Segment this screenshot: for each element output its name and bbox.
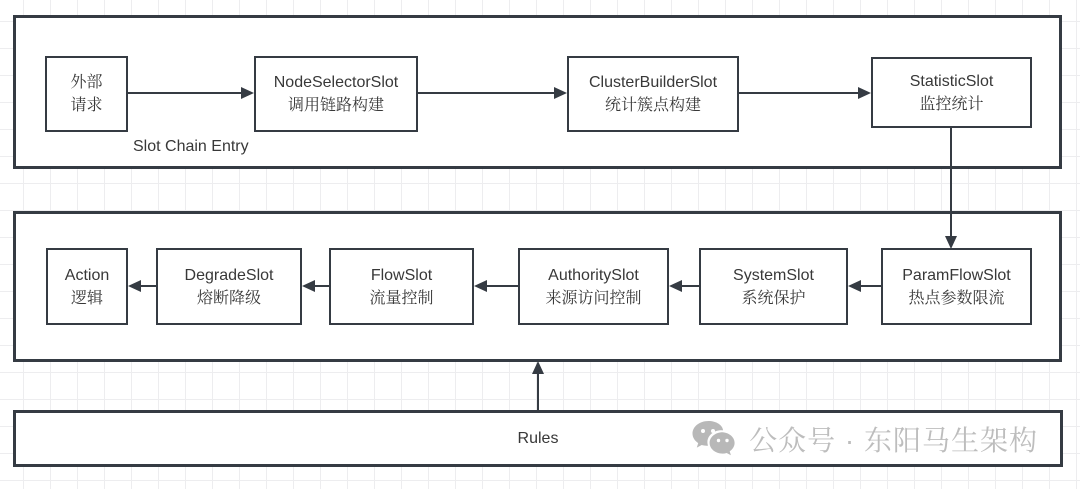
node-clusterbuilderslot [567, 56, 739, 132]
arrow-flow-to-degrade [314, 285, 329, 287]
arrow-rules-to-chain [537, 372, 539, 410]
node-nodeselectorslot [254, 56, 418, 132]
arrowhead-clusterbuilder-to-statistic [858, 87, 871, 99]
node-statisticslot [871, 57, 1032, 128]
arrow-nodeselector-to-clusterbuilder [418, 92, 556, 94]
arrow-external-to-nodeselector [128, 92, 244, 94]
rules-label: Rules [517, 429, 559, 447]
node-flowslot [329, 248, 474, 325]
node-subtitle: 统计簇点构建 [604, 97, 701, 114]
node-systemslot [699, 248, 848, 325]
node-paramflowslot [881, 248, 1032, 325]
arrowhead-system-to-authority [669, 280, 682, 292]
node-title: ParamFlowSlot [902, 266, 1011, 284]
node-title: 外部 [70, 74, 103, 91]
arrow-statistic-to-paramflow [950, 128, 952, 238]
watermark-text: 公众号 · 东阳马生架构 [749, 424, 1038, 456]
node-subtitle: 流量控制 [369, 289, 434, 307]
node-subtitle: 熔断降级 [196, 289, 261, 307]
node-degradeslot [156, 248, 302, 325]
arrow-authority-to-flow [486, 285, 518, 287]
node-subtitle: 监控统计 [919, 95, 984, 113]
node-subtitle: 来源访问控制 [545, 289, 642, 307]
node-title: NodeSelectorSlot [273, 74, 399, 91]
node-external-request [45, 56, 128, 132]
arrowhead-external-to-nodeselector [241, 87, 254, 99]
node-title: Action [64, 266, 110, 284]
node-subtitle: 调用链路构建 [287, 97, 384, 114]
arrow-degrade-to-action [140, 285, 156, 287]
node-authorityslot [518, 248, 669, 325]
node-subtitle: 热点参数限流 [908, 289, 1005, 307]
slot-chain-entry-label: Slot Chain Entry [133, 138, 249, 155]
node-action [46, 248, 128, 325]
node-title: AuthoritySlot [548, 266, 639, 284]
arrow-system-to-authority [681, 285, 699, 287]
node-title: StatisticSlot [909, 72, 994, 90]
node-title: SystemSlot [733, 266, 814, 284]
arrowhead-nodeselector-to-clusterbuilder [554, 87, 567, 99]
wechat-icon [691, 419, 737, 459]
node-subtitle: 逻辑 [70, 289, 103, 307]
node-title: DegradeSlot [184, 266, 274, 284]
arrowhead-paramflow-to-system [848, 280, 861, 292]
node-subtitle: 请求 [70, 97, 103, 114]
node-title: FlowSlot [370, 266, 433, 284]
rules-box [13, 410, 1063, 467]
arrowhead-degrade-to-action [128, 280, 141, 292]
node-title: ClusterBuilderSlot [588, 74, 718, 91]
node-subtitle: 系统保护 [741, 289, 806, 307]
arrowhead-flow-to-degrade [302, 280, 315, 292]
arrowhead-rules-to-chain [532, 361, 544, 374]
arrow-clusterbuilder-to-statistic [739, 92, 861, 94]
watermark [691, 413, 1038, 464]
arrow-paramflow-to-system [860, 285, 881, 287]
arrowhead-authority-to-flow [474, 280, 487, 292]
